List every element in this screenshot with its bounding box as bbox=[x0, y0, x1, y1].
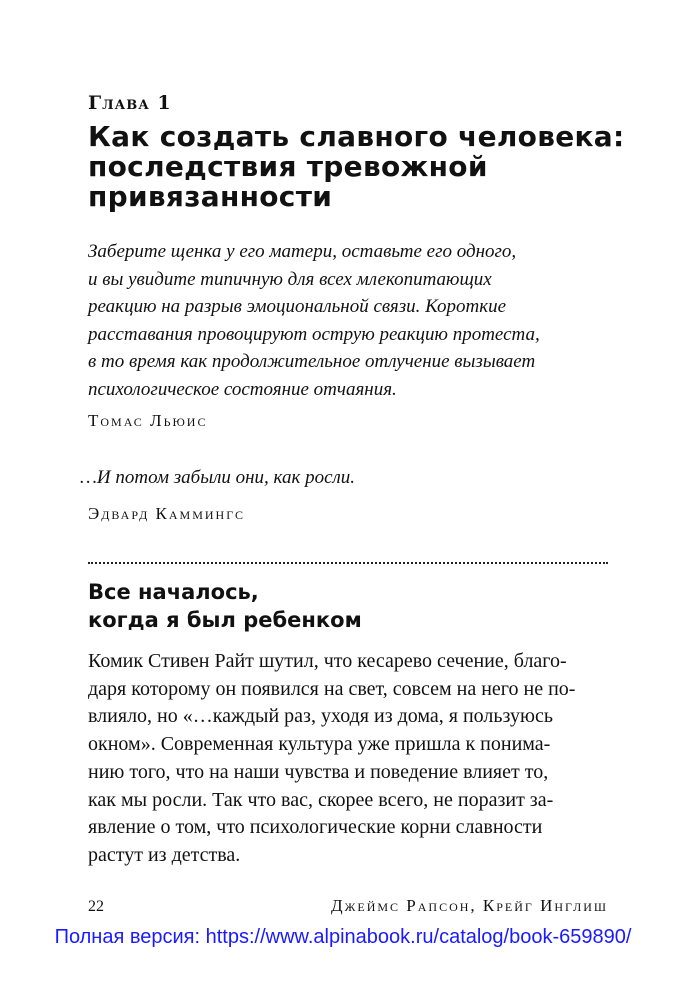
chapter-title-line: Как создать славного человека: bbox=[88, 120, 625, 153]
epigraph-line: Заберите щенка у его матери, оставьте его одного, bbox=[88, 241, 517, 262]
body-line: даря которому он появился на свет, совсем на него не по- bbox=[88, 677, 576, 700]
body-line: окном». Современная культура уже пришла к понима- bbox=[88, 733, 551, 756]
epigraph-line: психологическое состояние отчаяния. bbox=[88, 378, 397, 400]
section-title-line: Все началось, bbox=[88, 580, 259, 604]
epigraph-line: …И потом забыли они, как росли. bbox=[80, 467, 356, 488]
chapter-label: Глава 1 bbox=[88, 92, 172, 114]
chapter-title bbox=[88, 122, 628, 212]
chapter-title-line: последствия тревожной bbox=[88, 150, 488, 183]
body-line: Комик Стивен Райт шутил, что кесарево сечение, благо- bbox=[88, 650, 567, 672]
section-title bbox=[88, 578, 608, 634]
epigraph-line: в то время как продолжительное отлучение вызывает bbox=[88, 351, 536, 372]
chapter-title-line: привязанности bbox=[88, 180, 333, 213]
epigraph-author: Томас Льюис bbox=[88, 411, 208, 430]
running-footer-authors: Джеймс Рапсон, Крейг Инглиш bbox=[331, 896, 608, 915]
epigraph-cummings bbox=[80, 464, 600, 524]
body-line: как мы росли. Так что вас, скорее всего, не поразит за- bbox=[88, 788, 554, 811]
full-version-link[interactable]: Полная версия: https://www.alpinabook.ru/catalog/book-659890/ bbox=[54, 926, 632, 948]
epigraph-line: реакцию на разрыв эмоциональной связи. Короткие bbox=[88, 296, 507, 317]
section-divider bbox=[88, 562, 608, 564]
epigraph-line: расставания провоцируют острую реакцию протеста, bbox=[88, 323, 540, 345]
body-paragraph bbox=[88, 648, 610, 870]
body-line: явление о том, что психологические корни славности bbox=[88, 816, 543, 839]
epigraph-author: Эдвард Каммингс bbox=[88, 503, 245, 523]
body-line: влияло, но «…каждый раз, уходя из дома, я пользуюсь bbox=[88, 705, 553, 728]
page-number: 22 bbox=[88, 898, 104, 915]
body-line: растут из детства. bbox=[88, 843, 241, 866]
epigraph-quote bbox=[80, 464, 600, 492]
body-line: нию того, что на наши чувства и поведение влияет то, bbox=[88, 760, 549, 783]
epigraph-line: и вы увидите типичную для всех млекопитающих bbox=[88, 268, 492, 290]
epigraph-quote bbox=[88, 238, 608, 403]
section-title-line: когда я был ребенком bbox=[88, 608, 362, 632]
epigraph-lewis bbox=[88, 238, 608, 431]
